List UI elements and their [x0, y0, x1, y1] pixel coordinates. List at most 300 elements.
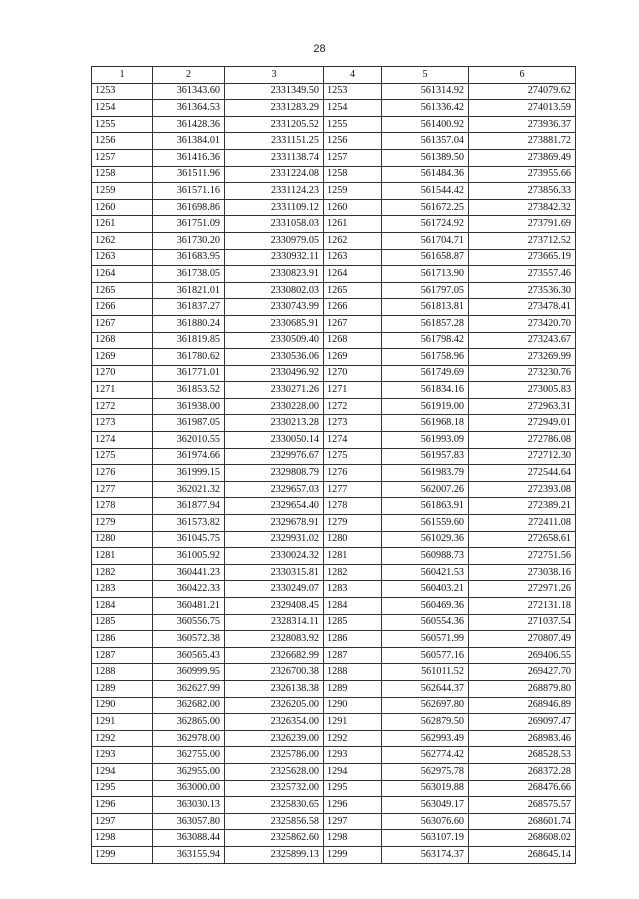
table-row [92, 432, 576, 449]
table-cell: 561389.50 [382, 149, 469, 166]
table-cell: 563076.60 [382, 813, 469, 830]
table-row [92, 680, 576, 697]
table-cell: 563107.19 [382, 830, 469, 847]
table-row [92, 830, 576, 847]
table-cell: 1267 [92, 315, 153, 332]
table-row [92, 647, 576, 664]
table-cell: 2330050.14 [225, 432, 324, 449]
table-cell: 1257 [92, 149, 153, 166]
table-row [92, 100, 576, 117]
table-cell: 2328083.92 [225, 631, 324, 648]
table-cell: 2331349.50 [225, 83, 324, 100]
table-cell: 361384.01 [153, 133, 225, 150]
table-cell: 561993.09 [382, 432, 469, 449]
table-cell: 1259 [324, 183, 382, 200]
table-cell: 1253 [92, 83, 153, 100]
table-cell: 272544.64 [469, 465, 576, 482]
table-cell: 562879.50 [382, 714, 469, 731]
table-row [92, 564, 576, 581]
table-cell: 1270 [324, 365, 382, 382]
table-cell: 562007.26 [382, 481, 469, 498]
table-cell: 2330271.26 [225, 382, 324, 399]
table-cell: 1288 [92, 664, 153, 681]
table-cell: 363000.00 [153, 780, 225, 797]
table-cell: 2329408.45 [225, 598, 324, 615]
table-row [92, 249, 576, 266]
table-cell: 268879.80 [469, 680, 576, 697]
table-cell: 273005.83 [469, 382, 576, 399]
table-row [92, 548, 576, 565]
table-cell: 2330496.92 [225, 365, 324, 382]
table-cell: 1296 [92, 797, 153, 814]
table-row [92, 199, 576, 216]
table-row [92, 465, 576, 482]
table-row [92, 133, 576, 150]
table-cell: 1289 [92, 680, 153, 697]
table-cell: 268528.53 [469, 747, 576, 764]
table-cell: 1276 [324, 465, 382, 482]
table-cell: 1289 [324, 680, 382, 697]
table-row [92, 365, 576, 382]
table-cell: 1277 [92, 481, 153, 498]
table-cell: 273557.46 [469, 266, 576, 283]
table-cell: 271037.54 [469, 614, 576, 631]
table-cell: 1278 [324, 498, 382, 515]
table-cell: 361751.09 [153, 216, 225, 233]
table-cell: 1258 [92, 166, 153, 183]
table-cell: 272971.26 [469, 581, 576, 598]
table-cell: 561544.42 [382, 183, 469, 200]
table-cell: 561336.42 [382, 100, 469, 117]
table-cell: 1298 [324, 830, 382, 847]
table-cell: 2329976.67 [225, 448, 324, 465]
table-cell: 273936.37 [469, 116, 576, 133]
table-cell: 2326354.00 [225, 714, 324, 731]
table-cell: 1269 [92, 349, 153, 366]
table-cell: 361416.36 [153, 149, 225, 166]
table-cell: 268476.66 [469, 780, 576, 797]
table-cell: 273478.41 [469, 299, 576, 316]
table-cell: 1282 [92, 564, 153, 581]
table-cell: 361877.94 [153, 498, 225, 515]
table-cell: 1279 [324, 515, 382, 532]
table-header-row [92, 67, 576, 84]
table-cell: 360999.95 [153, 664, 225, 681]
table-cell: 1280 [92, 531, 153, 548]
table-cell: 2325862.60 [225, 830, 324, 847]
table-row [92, 747, 576, 764]
table-cell: 270807.49 [469, 631, 576, 648]
table-row [92, 697, 576, 714]
table-cell: 361987.05 [153, 415, 225, 432]
table-cell: 273243.67 [469, 332, 576, 349]
table-cell: 2331109.12 [225, 199, 324, 216]
table-cell: 1256 [324, 133, 382, 150]
table-cell: 561559.60 [382, 515, 469, 532]
table-cell: 563049.17 [382, 797, 469, 814]
table-cell: 1299 [324, 846, 382, 863]
table-cell: 269097.47 [469, 714, 576, 731]
table-cell: 361999.15 [153, 465, 225, 482]
table-cell: 2330213.28 [225, 415, 324, 432]
table-cell: 561919.00 [382, 398, 469, 415]
table-cell: 561798.42 [382, 332, 469, 349]
table-cell: 2326205.00 [225, 697, 324, 714]
table-cell: 361511.96 [153, 166, 225, 183]
table-cell: 561484.36 [382, 166, 469, 183]
table-cell: 1288 [324, 664, 382, 681]
table-cell: 363155.94 [153, 846, 225, 863]
table-cell: 361880.24 [153, 315, 225, 332]
table-cell: 1272 [324, 398, 382, 415]
table-cell: 1262 [324, 232, 382, 249]
table-cell: 562644.37 [382, 680, 469, 697]
table-cell: 1272 [92, 398, 153, 415]
table-cell: 2330802.03 [225, 282, 324, 299]
table-cell: 2330979.05 [225, 232, 324, 249]
table-cell: 360572.38 [153, 631, 225, 648]
table-cell: 273869.49 [469, 149, 576, 166]
table-cell: 273791.69 [469, 216, 576, 233]
table-cell: 2331205.52 [225, 116, 324, 133]
table-row [92, 349, 576, 366]
table-cell: 560577.16 [382, 647, 469, 664]
table-cell: 1284 [324, 598, 382, 615]
table-cell: 361571.16 [153, 183, 225, 200]
table-cell: 268372.28 [469, 763, 576, 780]
table-cell: 561834.16 [382, 382, 469, 399]
table-row [92, 216, 576, 233]
table-cell: 1266 [324, 299, 382, 316]
table-cell: 361819.85 [153, 332, 225, 349]
table-cell: 272751.56 [469, 548, 576, 565]
table-cell: 560554.36 [382, 614, 469, 631]
table-cell: 1263 [324, 249, 382, 266]
table-cell: 2331283.29 [225, 100, 324, 117]
table-cell: 1279 [92, 515, 153, 532]
table-cell: 1292 [92, 730, 153, 747]
table-row [92, 415, 576, 432]
table-cell: 561983.79 [382, 465, 469, 482]
table-cell: 1287 [324, 647, 382, 664]
table-cell: 1270 [92, 365, 153, 382]
table-cell: 268575.57 [469, 797, 576, 814]
table-cell: 1254 [92, 100, 153, 117]
table-row [92, 116, 576, 133]
table-cell: 361821.01 [153, 282, 225, 299]
table-row [92, 183, 576, 200]
table-cell: 273955.66 [469, 166, 576, 183]
table-cell: 1264 [92, 266, 153, 283]
table-cell: 360556.75 [153, 614, 225, 631]
table-cell: 273842.32 [469, 199, 576, 216]
table-cell: 1260 [92, 199, 153, 216]
table-cell: 2331138.74 [225, 149, 324, 166]
table-cell: 1293 [92, 747, 153, 764]
table-cell: 272393.08 [469, 481, 576, 498]
table-row [92, 780, 576, 797]
table-cell: 561857.28 [382, 315, 469, 332]
table-cell: 2328314.11 [225, 614, 324, 631]
table-cell: 561357.04 [382, 133, 469, 150]
table-row [92, 581, 576, 598]
table-cell: 273712.52 [469, 232, 576, 249]
table-cell: 1257 [324, 149, 382, 166]
table-cell: 2326682.99 [225, 647, 324, 664]
column-header: 2 [153, 67, 225, 84]
table-cell: 361837.27 [153, 299, 225, 316]
table-cell: 1259 [92, 183, 153, 200]
table-cell: 273856.33 [469, 183, 576, 200]
table-row [92, 266, 576, 283]
table-row [92, 315, 576, 332]
table-row [92, 481, 576, 498]
table-cell: 1254 [324, 100, 382, 117]
table-cell: 272786.08 [469, 432, 576, 449]
table-row [92, 763, 576, 780]
table-cell: 1268 [92, 332, 153, 349]
table-cell: 1274 [324, 432, 382, 449]
table-cell: 360441.23 [153, 564, 225, 581]
table-cell: 2325628.00 [225, 763, 324, 780]
table-cell: 561813.81 [382, 299, 469, 316]
table-cell: 1264 [324, 266, 382, 283]
table-cell: 361005.92 [153, 548, 225, 565]
table-row [92, 714, 576, 731]
table-cell: 1296 [324, 797, 382, 814]
table-cell: 2325830.65 [225, 797, 324, 814]
table-cell: 361974.66 [153, 448, 225, 465]
table-cell: 362010.55 [153, 432, 225, 449]
table-cell: 362955.00 [153, 763, 225, 780]
table-cell: 1282 [324, 564, 382, 581]
table-cell: 1273 [324, 415, 382, 432]
table-cell: 360422.33 [153, 581, 225, 598]
table-cell: 1294 [92, 763, 153, 780]
table-cell: 1265 [324, 282, 382, 299]
table-cell: 362755.00 [153, 747, 225, 764]
table-cell: 1293 [324, 747, 382, 764]
table-row [92, 631, 576, 648]
table-cell: 272389.21 [469, 498, 576, 515]
table-cell: 1286 [92, 631, 153, 648]
table-cell: 560988.73 [382, 548, 469, 565]
table-cell: 268601.74 [469, 813, 576, 830]
table-cell: 273665.19 [469, 249, 576, 266]
table-row [92, 531, 576, 548]
table-cell: 1265 [92, 282, 153, 299]
table-cell: 2329808.79 [225, 465, 324, 482]
table-cell: 561029.36 [382, 531, 469, 548]
table-cell: 1261 [324, 216, 382, 233]
table-cell: 274013.59 [469, 100, 576, 117]
table-cell: 1273 [92, 415, 153, 432]
table-cell: 269427.70 [469, 664, 576, 681]
table-cell: 1286 [324, 631, 382, 648]
table-cell: 2326700.38 [225, 664, 324, 681]
table-cell: 1299 [92, 846, 153, 863]
table-row [92, 664, 576, 681]
table-cell: 561713.90 [382, 266, 469, 283]
table-cell: 2329657.03 [225, 481, 324, 498]
table-cell: 562975.78 [382, 763, 469, 780]
table-cell: 1269 [324, 349, 382, 366]
table-cell: 361428.36 [153, 116, 225, 133]
table-body [92, 83, 576, 863]
table-cell: 361683.95 [153, 249, 225, 266]
table-cell: 1253 [324, 83, 382, 100]
table-cell: 2325732.00 [225, 780, 324, 797]
table-cell: 1261 [92, 216, 153, 233]
table-cell: 1285 [92, 614, 153, 631]
table-cell: 1278 [92, 498, 153, 515]
table-cell: 561797.05 [382, 282, 469, 299]
table-cell: 361738.05 [153, 266, 225, 283]
table-cell: 1297 [92, 813, 153, 830]
table-cell: 563174.37 [382, 846, 469, 863]
table-row [92, 149, 576, 166]
table-row [92, 614, 576, 631]
table-cell: 272658.61 [469, 531, 576, 548]
table-cell: 1262 [92, 232, 153, 249]
column-header: 3 [225, 67, 324, 84]
coordinates-table [91, 66, 576, 864]
table-cell: 1271 [324, 382, 382, 399]
table-cell: 561672.25 [382, 199, 469, 216]
table-cell: 2330932.11 [225, 249, 324, 266]
table-cell: 561658.87 [382, 249, 469, 266]
table-row [92, 846, 576, 863]
table-cell: 1255 [92, 116, 153, 133]
column-header: 1 [92, 67, 153, 84]
table-cell: 2330315.81 [225, 564, 324, 581]
table-cell: 1283 [92, 581, 153, 598]
table-cell: 2326138.38 [225, 680, 324, 697]
table-cell: 2330228.00 [225, 398, 324, 415]
table-cell: 362627.99 [153, 680, 225, 697]
table-row [92, 382, 576, 399]
table-cell: 1276 [92, 465, 153, 482]
table-cell: 562993.49 [382, 730, 469, 747]
table-cell: 1275 [324, 448, 382, 465]
table-cell: 2330249.07 [225, 581, 324, 598]
table-cell: 273420.70 [469, 315, 576, 332]
table-cell: 361730.20 [153, 232, 225, 249]
table-cell: 561400.92 [382, 116, 469, 133]
table-cell: 1274 [92, 432, 153, 449]
table-cell: 561704.71 [382, 232, 469, 249]
table-cell: 2330024.32 [225, 548, 324, 565]
table-cell: 362682.00 [153, 697, 225, 714]
table-row [92, 398, 576, 415]
table-cell: 1256 [92, 133, 153, 150]
table-row [92, 813, 576, 830]
table-cell: 1255 [324, 116, 382, 133]
table-cell: 272963.31 [469, 398, 576, 415]
table-cell: 2325786.00 [225, 747, 324, 764]
table-cell: 1263 [92, 249, 153, 266]
table-cell: 1292 [324, 730, 382, 747]
table-cell: 1267 [324, 315, 382, 332]
table-cell: 1281 [92, 548, 153, 565]
table-cell: 1275 [92, 448, 153, 465]
table-cell: 1291 [92, 714, 153, 731]
table-cell: 361045.75 [153, 531, 225, 548]
table-cell: 268983.46 [469, 730, 576, 747]
table-row [92, 448, 576, 465]
table-cell: 2330536.06 [225, 349, 324, 366]
table-cell: 2330685.91 [225, 315, 324, 332]
table-cell: 363088.44 [153, 830, 225, 847]
table-row [92, 232, 576, 249]
table-cell: 1284 [92, 598, 153, 615]
table-cell: 1271 [92, 382, 153, 399]
column-header: 6 [469, 67, 576, 84]
table-cell: 268645.14 [469, 846, 576, 863]
table-cell: 1283 [324, 581, 382, 598]
table-cell: 363030.13 [153, 797, 225, 814]
table-cell: 361853.52 [153, 382, 225, 399]
table-row [92, 797, 576, 814]
table-cell: 274079.62 [469, 83, 576, 100]
table-cell: 1258 [324, 166, 382, 183]
table-cell: 2331151.25 [225, 133, 324, 150]
table-cell: 560469.36 [382, 598, 469, 615]
table-cell: 561314.92 [382, 83, 469, 100]
column-header: 5 [382, 67, 469, 84]
table-cell: 1290 [324, 697, 382, 714]
table-cell: 1285 [324, 614, 382, 631]
table-cell: 561957.83 [382, 448, 469, 465]
table-cell: 561749.69 [382, 365, 469, 382]
table-cell: 2326239.00 [225, 730, 324, 747]
table-cell: 2329931.02 [225, 531, 324, 548]
table-cell: 273881.72 [469, 133, 576, 150]
table-cell: 562697.80 [382, 697, 469, 714]
table-cell: 363057.80 [153, 813, 225, 830]
table-cell: 360481.21 [153, 598, 225, 615]
table-cell: 2330743.99 [225, 299, 324, 316]
table-cell: 361573.82 [153, 515, 225, 532]
table-cell: 2331224.08 [225, 166, 324, 183]
table-cell: 2329654.40 [225, 498, 324, 515]
table-cell: 2329678.91 [225, 515, 324, 532]
table-row [92, 498, 576, 515]
table-cell: 1291 [324, 714, 382, 731]
table-cell: 2331124.23 [225, 183, 324, 200]
table-cell: 560571.99 [382, 631, 469, 648]
table-cell: 1266 [92, 299, 153, 316]
table-cell: 269406.55 [469, 647, 576, 664]
table-cell: 1295 [92, 780, 153, 797]
table-cell: 361343.60 [153, 83, 225, 100]
table-row [92, 166, 576, 183]
column-header: 4 [324, 67, 382, 84]
table-row [92, 83, 576, 100]
table-cell: 1280 [324, 531, 382, 548]
table-cell: 361938.00 [153, 398, 225, 415]
table-cell: 273269.99 [469, 349, 576, 366]
table-cell: 268608.02 [469, 830, 576, 847]
table-cell: 561758.96 [382, 349, 469, 366]
table-cell: 273536.30 [469, 282, 576, 299]
table-cell: 1268 [324, 332, 382, 349]
table-cell: 2325856.58 [225, 813, 324, 830]
table-cell: 268946.89 [469, 697, 576, 714]
table-cell: 1290 [92, 697, 153, 714]
table-cell: 1295 [324, 780, 382, 797]
table-cell: 561011.52 [382, 664, 469, 681]
